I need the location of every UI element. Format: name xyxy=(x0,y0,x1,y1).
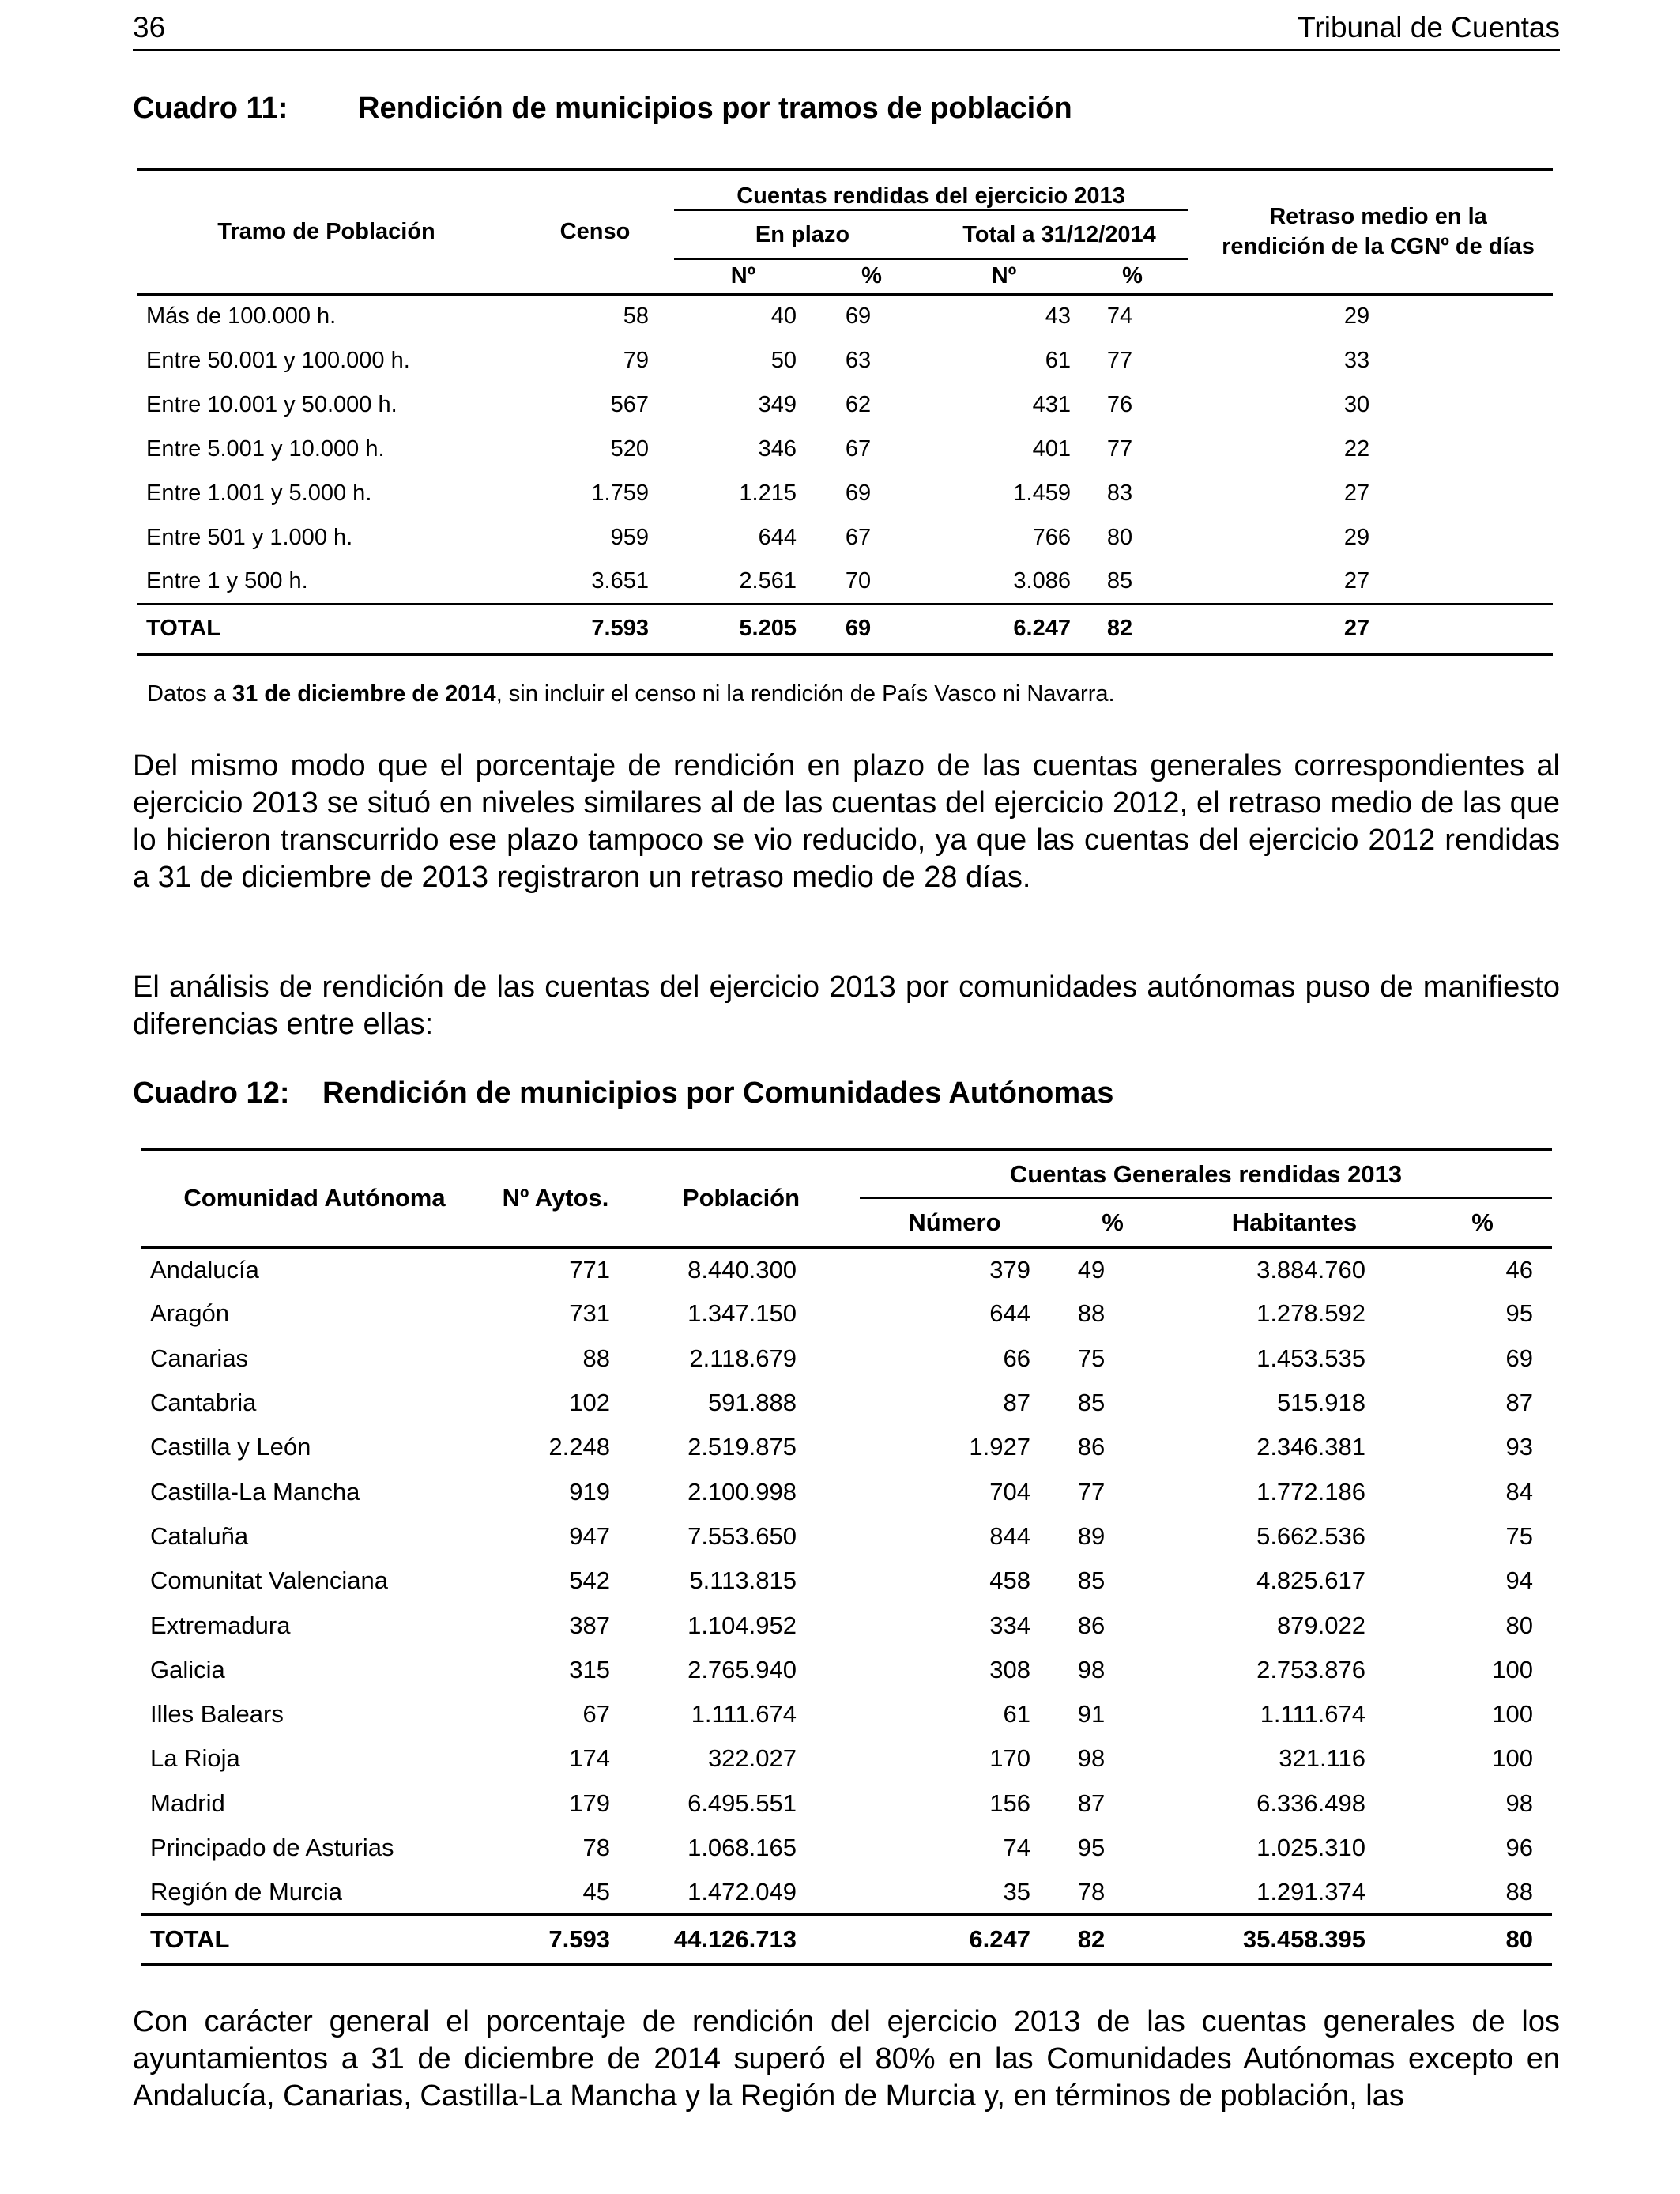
table-row xyxy=(137,471,1553,515)
table-cell: 100 xyxy=(1492,1655,1533,1683)
header-n-plazo: Nº xyxy=(674,259,812,294)
header-cuentas-rendidas: Cuentas rendidas del ejercicio 2013 xyxy=(674,169,1188,210)
table-cell: 63 xyxy=(845,347,872,373)
table-row xyxy=(141,1870,1552,1914)
table-cell: 346 xyxy=(758,435,797,462)
header-tramo: Tramo de Población xyxy=(137,169,516,294)
table-row xyxy=(137,515,1553,560)
table-cell: Entre 10.001 y 50.000 h. xyxy=(146,391,397,417)
table-cell: 959 xyxy=(610,524,649,550)
table-cell: 67 xyxy=(845,524,872,550)
table-row xyxy=(137,560,1553,604)
table-cell: 88 xyxy=(1077,1299,1106,1328)
table-cell: 98 xyxy=(1505,1789,1533,1817)
table-cell: 520 xyxy=(610,435,649,462)
table-cell: 79 xyxy=(623,347,649,373)
table-cell: 1.104.952 xyxy=(687,1611,797,1639)
table-cell: 1.278.592 xyxy=(1256,1299,1365,1328)
table-cell: 22 xyxy=(1343,435,1370,462)
header-pct-plazo: % xyxy=(812,259,931,294)
table-cell: 2.561 xyxy=(739,567,797,594)
table-cell: 379 xyxy=(989,1255,1030,1284)
paragraph-2: El análisis de rendición de las cuentas del ejercicio 2013 por comunidades autónomas puso de manifiesto diferencias entre ellas: xyxy=(133,971,1560,1041)
table-cell: 542 xyxy=(569,1566,610,1595)
table-cell: Cataluña xyxy=(150,1521,249,1550)
table-row xyxy=(141,1381,1552,1425)
table-cell: 83 xyxy=(1106,480,1133,506)
table-row xyxy=(141,1781,1552,1826)
table-cell: 334 xyxy=(989,1611,1030,1639)
table-cell: 86 xyxy=(1077,1433,1106,1461)
table-cell: 947 xyxy=(569,1521,610,1550)
table-cell: 88 xyxy=(1505,1877,1533,1906)
table-cell: 308 xyxy=(989,1655,1030,1683)
table-cell: 4.825.617 xyxy=(1256,1566,1365,1595)
table-cell: 45 xyxy=(582,1877,610,1906)
cuadro-12-label: Cuadro 12: xyxy=(133,1076,290,1110)
table-cell: 35 xyxy=(1003,1877,1030,1906)
header-cuentas-generales: Cuentas Generales rendidas 2013 xyxy=(860,1149,1552,1198)
total-cell: 7.593 xyxy=(516,604,674,654)
total-cell: 82 xyxy=(1049,1914,1176,1965)
table-cuadro-11 xyxy=(137,168,1553,656)
table-row xyxy=(137,427,1553,471)
table-cell: 95 xyxy=(1077,1834,1106,1861)
table-cell: 96 xyxy=(1505,1834,1533,1861)
table-cell: 67 xyxy=(845,435,872,462)
header-poblacion: Población xyxy=(623,1149,860,1247)
header-comunidad: Comunidad Autónoma xyxy=(141,1149,488,1247)
table-cell: 567 xyxy=(610,391,649,417)
table-cell: 401 xyxy=(1032,435,1071,462)
table-cell: 29 xyxy=(1343,303,1370,330)
table-cell: 1.927 xyxy=(969,1433,1030,1461)
cuadro-11-title xyxy=(133,92,1072,126)
table-cell: Entre 50.001 y 100.000 h. xyxy=(146,347,410,373)
table-cell: 387 xyxy=(569,1611,610,1639)
table-cell: 87 xyxy=(1077,1789,1106,1817)
table-cell: 75 xyxy=(1505,1521,1533,1550)
table-cell: Más de 100.000 h. xyxy=(146,303,337,330)
table-cell: 919 xyxy=(569,1477,610,1506)
table-cell: 85 xyxy=(1077,1566,1106,1595)
table-cell: 76 xyxy=(1106,391,1133,417)
table-cell: 2.753.876 xyxy=(1256,1655,1365,1683)
header-pct-total: % xyxy=(1077,259,1188,294)
table-cell: 86 xyxy=(1077,1611,1106,1639)
table-cell: 80 xyxy=(1505,1611,1533,1639)
table-cell: 93 xyxy=(1505,1433,1533,1461)
table-cell: 30 xyxy=(1343,391,1370,417)
table-cell: 174 xyxy=(569,1744,610,1773)
table-cell: 74 xyxy=(1003,1834,1030,1861)
table-cell: Extremadura xyxy=(150,1611,291,1639)
table-cell: 2.519.875 xyxy=(687,1433,797,1461)
header-total-a: Total a 31/12/2014 xyxy=(931,210,1188,259)
table-cell: 1.453.535 xyxy=(1256,1344,1365,1372)
total-cell: TOTAL xyxy=(141,1914,488,1965)
table-cell: Entre 5.001 y 10.000 h. xyxy=(146,435,385,462)
table-cell: 61 xyxy=(1045,347,1071,373)
table-cell: 85 xyxy=(1106,567,1133,594)
table-cell: 62 xyxy=(845,391,872,417)
total-cell: 6.247 xyxy=(860,1914,1049,1965)
table-cell: 1.772.186 xyxy=(1256,1477,1365,1506)
table-row xyxy=(141,1603,1552,1647)
table-cell: La Rioja xyxy=(150,1744,240,1773)
table-cell: 66 xyxy=(1003,1344,1030,1372)
cuadro-12-title xyxy=(133,1076,1113,1110)
table-cell: 94 xyxy=(1505,1566,1533,1595)
table-cell: 78 xyxy=(582,1834,610,1861)
table-cell: 89 xyxy=(1077,1521,1106,1550)
table-cell: 1.291.374 xyxy=(1256,1877,1365,1906)
table-cell: Canarias xyxy=(150,1344,249,1372)
table-cell: 74 xyxy=(1106,303,1133,330)
table-cell: 179 xyxy=(569,1789,610,1817)
table-cell: 591.888 xyxy=(707,1389,797,1417)
header-n-total: Nº xyxy=(931,259,1077,294)
table-cell: 644 xyxy=(989,1299,1030,1328)
table-row xyxy=(141,1559,1552,1603)
table-cell: 100 xyxy=(1492,1744,1533,1773)
table-cell: 77 xyxy=(1106,435,1133,462)
table-cell: 1.759 xyxy=(591,480,649,506)
table-cell: 1.215 xyxy=(739,480,797,506)
table-cell: 844 xyxy=(989,1521,1030,1550)
cuadro-11-label: Cuadro 11: xyxy=(133,92,288,125)
table-cell: 102 xyxy=(569,1389,610,1417)
table-cell: 2.248 xyxy=(548,1433,610,1461)
note-suffix: , sin incluir el censo ni la rendición de País Vasco ni Navarra. xyxy=(495,681,1115,707)
table-cell: 879.022 xyxy=(1276,1611,1365,1639)
page-header xyxy=(133,11,1560,51)
table-cell: 95 xyxy=(1505,1299,1533,1328)
table-cell: 61 xyxy=(1003,1700,1030,1728)
table-cell: 80 xyxy=(1106,524,1133,550)
document-page xyxy=(133,0,1560,2194)
table-cell: 78 xyxy=(1077,1877,1106,1906)
table-row xyxy=(137,383,1553,427)
table-cell: 3.884.760 xyxy=(1256,1255,1365,1284)
table-row xyxy=(141,1736,1552,1781)
table-cell: 77 xyxy=(1106,347,1133,373)
table-row xyxy=(141,1826,1552,1870)
table-cell: 40 xyxy=(770,303,797,330)
table-cell: 1.347.150 xyxy=(687,1299,797,1328)
paragraph-1: Del mismo modo que el porcentaje de rendición en plazo de las cuentas generales correspondientes al ejercicio 2013 se situó en niveles similares al de las cuentas del ejercicio 2012, el retraso medio de las que lo hicieron transcurrido ese plazo tampoco se vio reducido, ya que las cuentas del ejercicio 2012 rendidas a 31 de diciembre de 2013 registraron un retraso medio de 28 días. xyxy=(133,749,1560,894)
table-cell: 2.100.998 xyxy=(687,1477,797,1506)
table-row xyxy=(137,338,1553,383)
table-cell: 156 xyxy=(989,1789,1030,1817)
table-cell: Galicia xyxy=(150,1655,225,1683)
table-cell: 771 xyxy=(569,1255,610,1284)
table-row xyxy=(137,294,1553,338)
table-cell: 87 xyxy=(1003,1389,1030,1417)
table-cell: 98 xyxy=(1077,1655,1106,1683)
table-cell: Andalucía xyxy=(150,1255,259,1284)
total-cell: 80 xyxy=(1413,1914,1552,1965)
note-date: 31 de diciembre de 2014 xyxy=(232,681,496,707)
header-habitantes: Habitantes xyxy=(1176,1198,1413,1247)
table-cell: 91 xyxy=(1077,1700,1106,1728)
table-cell: Cantabria xyxy=(150,1389,257,1417)
table-cell: 1.025.310 xyxy=(1256,1834,1365,1861)
table-cell: 70 xyxy=(845,567,872,594)
table-cell: 88 xyxy=(582,1344,610,1372)
table-cell: 321.116 xyxy=(1279,1744,1365,1773)
table-cell: Illes Balears xyxy=(150,1700,284,1728)
page-number: 36 xyxy=(133,11,166,43)
table-cell: 1.068.165 xyxy=(687,1834,797,1861)
table-cell: 33 xyxy=(1343,347,1370,373)
table-cell: 2.118.679 xyxy=(689,1344,797,1372)
table-cell: 6.336.498 xyxy=(1256,1789,1365,1817)
table-cell: 315 xyxy=(569,1655,610,1683)
table-cell: 69 xyxy=(845,480,872,506)
table-cell: 1.472.049 xyxy=(687,1877,797,1906)
table-cell: 27 xyxy=(1343,567,1370,594)
table-cell: 7.553.650 xyxy=(687,1521,797,1550)
table-cell: 27 xyxy=(1343,480,1370,506)
table-cell: Castilla-La Mancha xyxy=(150,1477,360,1506)
table-cell: 69 xyxy=(1505,1344,1533,1372)
total-row xyxy=(141,1914,1552,1965)
total-cell: 27 xyxy=(1188,604,1553,654)
table-cell: 170 xyxy=(989,1744,1030,1773)
header-censo: Censo xyxy=(516,169,674,294)
header-en-plazo: En plazo xyxy=(674,210,931,259)
table-row xyxy=(141,1247,1552,1291)
total-cell: TOTAL xyxy=(137,604,516,654)
table-cell: 49 xyxy=(1077,1255,1106,1284)
table-row xyxy=(141,1336,1552,1381)
table-cell: 87 xyxy=(1505,1389,1533,1417)
table-cell: 3.086 xyxy=(1013,567,1071,594)
table-cell: 731 xyxy=(569,1299,610,1328)
cuadro-12-caption: Rendición de municipios por Comunidades Autónomas xyxy=(322,1076,1114,1110)
table-cell: 2.765.940 xyxy=(687,1655,797,1683)
table-cell: 458 xyxy=(989,1566,1030,1595)
table-row xyxy=(141,1692,1552,1736)
table-cell: 1.111.674 xyxy=(691,1700,797,1728)
total-cell: 5.205 xyxy=(674,604,812,654)
table-cell: 322.027 xyxy=(707,1744,797,1773)
table-cell: Comunitat Valenciana xyxy=(150,1566,388,1595)
table-row xyxy=(141,1425,1552,1469)
table-cell: Entre 501 y 1.000 h. xyxy=(146,524,353,550)
table-cell: 1.111.674 xyxy=(1260,1700,1365,1728)
cuadro-11-caption: Rendición de municipios por tramos de población xyxy=(358,92,1072,125)
total-cell: 35.458.395 xyxy=(1176,1914,1413,1965)
header-retraso-medio: Retraso medio en la rendición de la CGNº de días xyxy=(1188,169,1553,294)
header-pct2: % xyxy=(1413,1198,1552,1247)
note-prefix: Datos a xyxy=(147,681,232,707)
table-cell: 77 xyxy=(1077,1477,1106,1506)
table-cell: Madrid xyxy=(150,1789,225,1817)
table-cell: Entre 1 y 500 h. xyxy=(146,567,308,594)
table-cell: 515.918 xyxy=(1276,1389,1365,1417)
table-cell: 98 xyxy=(1077,1744,1106,1773)
total-cell: 44.126.713 xyxy=(623,1914,860,1965)
table-cell: 84 xyxy=(1505,1477,1533,1506)
table-cell: 43 xyxy=(1045,303,1071,330)
table-cell: 100 xyxy=(1492,1700,1533,1728)
header-numero: Número xyxy=(860,1198,1049,1247)
paragraph-3: Con carácter general el porcentaje de rendición del ejercicio 2013 de las cuentas generales de los ayuntamientos a 31 de diciembre de 2014 superó el 80% en las Comunidades Autónomas excepto en Andalucía, Canarias, Castilla-La Mancha y la Región de Murcia y, en términos de población, las xyxy=(133,2005,1560,2113)
total-cell: 69 xyxy=(812,604,931,654)
total-row xyxy=(137,604,1553,654)
table-cell: 75 xyxy=(1077,1344,1106,1372)
table-cell: 1.459 xyxy=(1013,480,1071,506)
table-cell: 67 xyxy=(582,1700,610,1728)
table-cell: 6.495.551 xyxy=(687,1789,797,1817)
table-cell: 349 xyxy=(758,391,797,417)
header-pct: % xyxy=(1049,1198,1176,1247)
table-cell: 29 xyxy=(1343,524,1370,550)
table-cell: Principado de Asturias xyxy=(150,1834,394,1861)
table-cell: 2.346.381 xyxy=(1256,1433,1365,1461)
table-cell: Entre 1.001 y 5.000 h. xyxy=(146,480,372,506)
table-row xyxy=(141,1469,1552,1514)
table-cell: 5.662.536 xyxy=(1256,1521,1365,1550)
table-row xyxy=(141,1514,1552,1559)
table-cell: 431 xyxy=(1032,391,1071,417)
total-cell: 6.247 xyxy=(931,604,1077,654)
total-cell: 7.593 xyxy=(488,1914,623,1965)
table-row xyxy=(141,1291,1552,1336)
table-cell: Aragón xyxy=(150,1299,229,1328)
publication-name: Tribunal de Cuentas xyxy=(1298,11,1560,43)
table-cell: 50 xyxy=(770,347,797,373)
table-cell: 8.440.300 xyxy=(687,1255,797,1284)
table-cell: 5.113.815 xyxy=(689,1566,797,1595)
table-cell: 46 xyxy=(1505,1255,1533,1284)
table-cell: Castilla y León xyxy=(150,1433,311,1461)
table-row xyxy=(141,1648,1552,1692)
table-cell: 766 xyxy=(1032,524,1071,550)
table-cell: 85 xyxy=(1077,1389,1106,1417)
total-cell: 82 xyxy=(1077,604,1188,654)
table-cell: 69 xyxy=(845,303,872,330)
table-cell: 58 xyxy=(623,303,649,330)
table-cuadro-12 xyxy=(141,1148,1552,1966)
table-cell: 704 xyxy=(989,1477,1030,1506)
table-cell: Región de Murcia xyxy=(150,1877,342,1906)
table-cell: 644 xyxy=(758,524,797,550)
header-aytos: Nº Aytos. xyxy=(488,1149,623,1247)
cuadro-11-note xyxy=(147,681,1115,707)
table-cell: 3.651 xyxy=(591,567,649,594)
